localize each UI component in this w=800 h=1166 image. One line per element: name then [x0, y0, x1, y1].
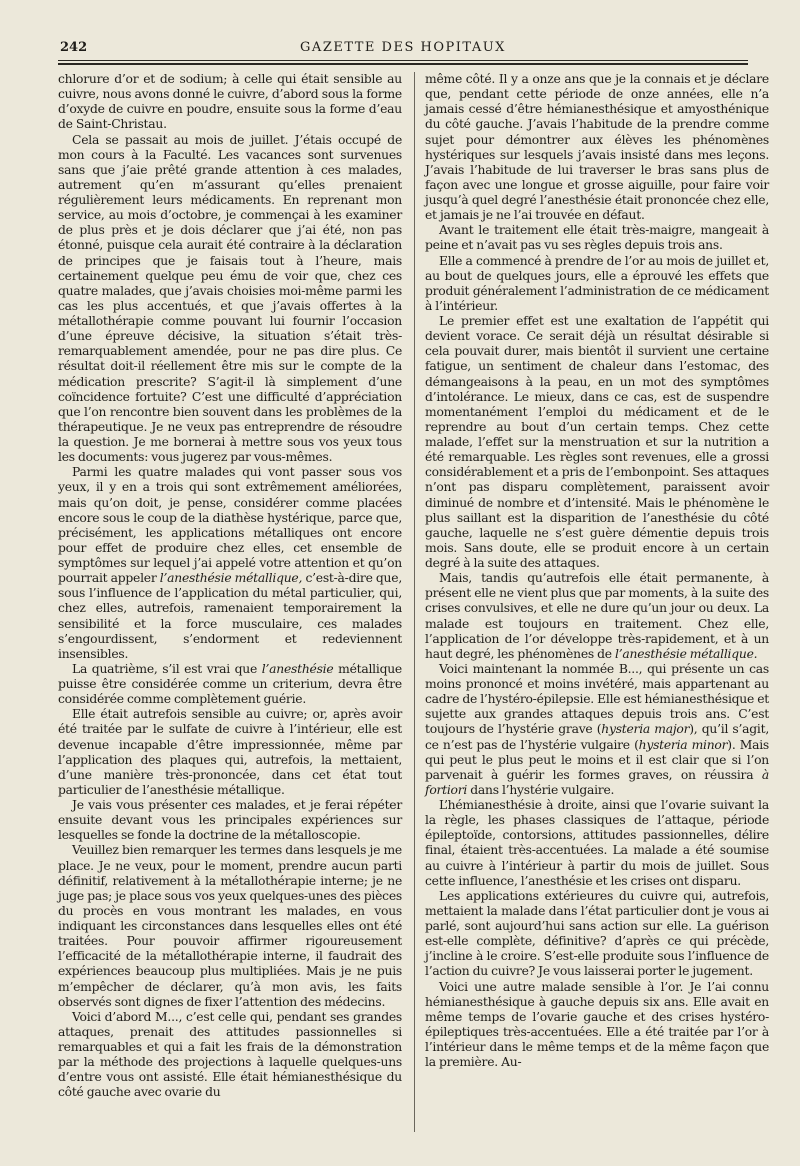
paragraph	[58, 707, 402, 798]
paragraph-text: c’est-à-dire que, sous l’influence de l’application du métal particulier, qui, chez elles, autrefois, ramenaient temporairement la sensibilité et la force musculaire, ces malades s’engourdissent, s’endorment et redeviennent insensibles.	[58, 571, 402, 661]
paragraph-text: Je vais vous présenter ces malades, et je ferai répéter ensuite devant vous les principales expériences sur lesquelles se fonde la doctrine de la métalloscopie.	[58, 798, 402, 843]
paragraph-text: métallique puisse être considérée comme un criterium, devra être considérée comme complètement guérie.	[58, 661, 402, 707]
italic-term: hysteria minor	[638, 737, 728, 752]
right-column	[425, 72, 769, 1070]
page-header	[58, 40, 748, 62]
paragraph	[58, 798, 402, 843]
paragraph-text: Elle était autrefois sensible au cuivre; or, après avoir été traitée par le sulfate de cuivre à l’intérieur, elle est devenue incapable d’être impressionnée, même par l’application des plaques qui, autrefois, la mettaient, d’une manière très-prononcée, dans cet état tout particulier de l’anesthésie métallique.	[58, 707, 402, 797]
paragraph	[58, 72, 402, 133]
paragraph	[58, 133, 402, 466]
paragraph	[425, 254, 769, 315]
italic-term: l’anesthésie	[261, 661, 334, 676]
paragraph-text: chlorure d’or et de sodium; à celle qui était sensible au cuivre, nous avons donné le cuivre, d’abord sous la forme d’oxyde de cuivre en poudre, ensuite sous la forme d’eau de Saint-Christau.	[58, 72, 402, 132]
paragraph	[425, 798, 769, 889]
header-rule	[58, 60, 748, 61]
italic-term: à fortiori	[425, 767, 769, 797]
paragraph	[58, 843, 402, 1009]
italic-term: l’anesthésie métallique,	[159, 571, 303, 586]
paragraph	[58, 465, 402, 662]
italic-term: l’anesthésie métallique.	[615, 646, 758, 661]
paragraph	[425, 72, 769, 223]
paragraph-text: dans l’hystérie vulgaire.	[467, 782, 615, 797]
paragraph	[425, 980, 769, 1071]
paragraph-text: Voici maintenant la nommée B..., qui présente un cas moins prononcé et moins invétéré, mais appartenant au cadre de l’hystéro-épilepsie. Elle est hémianesthésique et sujette aux grandes attaques depuis trois ans. C’est toujours de l’hystérie grave (	[425, 661, 769, 737]
page-number: 242	[60, 40, 88, 55]
paragraph	[58, 1010, 402, 1101]
header-rule-thick	[58, 63, 748, 65]
paragraph-text: même côté. Il y a onze ans que je la connais et je déclare que, pendant cette période de onze années, elle n’a jamais cessé d’être hémianesthésique et amyosthénique du côté gauche. J’avais l’habitude de la prendre comme sujet pour démontrer aux élèves les phénomènes hystériques sur lesquels j’avais insisté dans mes leçons. J’avais l’habitude de lui traverser le bras sans plus de façon avec une longue et grosse aiguille, pour faire voir jusqu’à quel degré l’anesthésie était prononcée chez elle, et jamais je ne l’ai trouvée en défaut.	[425, 72, 769, 223]
paragraph-text: La quatrième, s’il est vrai que	[72, 661, 262, 676]
paragraph-text: Veuillez bien remarquer les termes dans lesquels je me place. Je ne veux, pour le moment, prendre aucun parti définitif, relativement à la métallothérapie interne; je ne juge pas; je place sous vos yeux quelques-unes des pièces du procès en vous montrant les malades, en vous indiquant les circonstances dans lesquelles elles ont été traitées. Pour pouvoir affirmer rigoureusement l’efficacité de la métallothérapie interne, il faudrait des expériences beaucoup plus multipliées. Mais je ne puis m’empêcher de déclarer, qu’à mon avis, les faits observés sont dignes de fixer l’attention des médecins.	[58, 843, 402, 1009]
paragraph	[425, 571, 769, 662]
journal-title: GAZETTE DES HOPITAUX	[300, 40, 506, 55]
paragraph	[425, 662, 769, 798]
paragraph	[58, 662, 402, 707]
paragraph	[425, 314, 769, 571]
paragraph-text: Les applications extérieures du cuivre qui, autrefois, mettaient la malade dans l’état particulier dont je vous ai parlé, sont aujourd’hui sans action sur elle. La guérison est-elle complète, définitive? d’après ce qui précède, j’incline à le croire. S’est-elle produite sous l’influence de l’action du cuivre? Je vous laisserai porter le jugement.	[425, 888, 769, 979]
paragraph-text: L’hémianesthésie à droite, ainsi que l’ovarie suivant la la règle, les phases classiques de l’attaque, période épileptoïde, contorsions, attitudes passionnelles, délire final, étaient très-accentuées. La malade a été soumise au cuivre à l’intérieur à partir du mois de juillet. Sous cette influence, l’anesthésie et les crises ont disparu.	[425, 798, 769, 888]
paragraph-text: ). Mais qui peut le plus peut le moins et il est clair que si l’on parvenait à guérir les formes graves, on réussira	[425, 737, 769, 782]
left-column	[58, 72, 402, 1101]
paragraph-text: Le premier effet est une exaltation de l’appétit qui devient vorace. Ce serait déjà un résultat désirable si cela pouvait durer, mais bientôt il survient une certaine fatigue, un sentiment de chaleur dans l’estomac, des démangeaisons à la peau, en un mot des symptômes d’intolérance. Le mieux, dans ce cas, est de suspendre momentanément l’emploi du médicament et de le reprendre au bout d’un certain temps. Chez cette malade, l’effet sur la menstruation et sur la nutrition a été remarquable. Les règles sont revenues, elle a grossi considérablement et a pris de l’embonpoint. Ses attaques n’ont pas disparu complètement, paraissent avoir diminué de nombre et d’intensité. Mais le phénomène le plus saillant est la disparition de l’anesthésie du côté gauche, laquelle ne s’est guère démentie depuis trois mois. Sans doute, elle se produit encore à un certain degré à la suite des attaques.	[425, 314, 769, 570]
paragraph	[425, 889, 769, 980]
paragraph-text: Parmi les quatre malades qui vont passer sous vos yeux, il y en a trois qui sont extrêmement améliorées, mais qu’on doit, je pense, considérer comme placées encore sous le coup de la diathèse hystérique, parce que, précisément, les applications métalliques ont encore pour effet de produire chez elles, cet ensemble de symptômes sur lequel j’ai appelé votre attention et qu’on pourrait appeler	[58, 465, 402, 586]
column-divider	[414, 72, 415, 1132]
paragraph-text: Cela se passait au mois de juillet. J’étais occupé de mon cours à la Faculté. Les vacances sont survenues sans que j’aie prêté grande attention à ces malades, autrement qu’en m’assurant qu’elles prenaient régulièrement leurs médicaments. En reprenant mon service, au mois d’octobre, je commençai à les examiner de plus près et je dois déclarer que j’ai été, non pas étonné, puisque cela aurait été contraire à la déclaration de principes que je faisais tout à l’heure, mais certainement quelque peu ému de voir que, chez ces quatre malades, que j’avais choisies moi-même parmi les cas les plus accentués, et que j’avais offertes à la métallothérapie comme pouvant lui fournir l’occasion d’une épreuve décisive, la situation s’était très-remarquablement amendée, pour ne pas dire plus. Ce résultat doit-il réellement être mis sur le compte de la médication prescrite? S’agit-il là simplement d’une coïncidence fortuite? C’est une difficulté d’appréciation que l’on rencontre bien souvent dans les problèmes de la thérapeutique. Je ne veux pas entreprendre de résoudre la question. Je me bornerai à mettre sous vos yeux tous les documents: vous jugerez par vous-mêmes.	[58, 132, 402, 465]
paragraph-text: Elle a commencé à prendre de l’or au mois de juillet et, au bout de quelques jours, elle a éprouvé les effets que produit généralement l’administration de ce médicament à l’intérieur.	[425, 253, 769, 313]
paragraph-text: Voici d’abord M..., c’est celle qui, pendant ses grandes attaques, prenait des attitudes passionnelles si remarquables et qui a fait les frais de la démonstration par la méthode des projections à laquelle quelques-uns d’entre vous ont assisté. Elle était hémianesthésique du côté gauche avec ovarie du	[58, 1009, 402, 1100]
paragraph-text: Voici une autre malade sensible à l’or. Je l’ai connu hémianesthésique à gauche depuis six ans. Elle avait en même temps de l’ovarie gauche et des crises hystéro-épileptiques très-accentuées. Elle a été traitée par l’or à l’intérieur dans le même temps et de la même façon que la première. Au-	[425, 979, 769, 1070]
paragraph-text: Avant le traitement elle était très-maigre, mangeait à peine et n’avait pas vu ses règles depuis trois ans.	[425, 223, 769, 253]
italic-term: hysteria major	[601, 722, 690, 737]
paragraph-text: ), qu’il s’agit, ce n’est pas de l’hystérie vulgaire (	[425, 722, 769, 752]
paragraph-text: Mais, tandis qu’autrefois elle était permanente, à présent elle ne vient plus que par moments, à la suite des crises convulsives, et elle ne dure qu’un jour ou deux. La malade est toujours en traitement. Chez elle, l’application de l’or développe très-rapidement, et à un haut degré, les phénomènes de	[425, 571, 769, 661]
paragraph	[425, 223, 769, 253]
